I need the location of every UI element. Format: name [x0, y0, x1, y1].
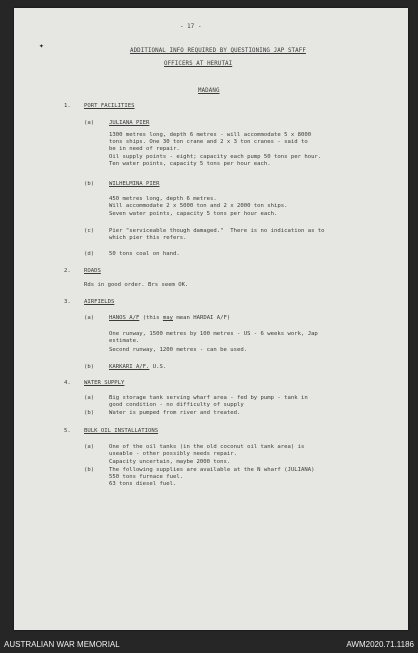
item-3a-name: HANOS A/F	[109, 315, 140, 321]
item-5b-label: (b)	[84, 467, 95, 473]
item-1a-line: tons ships. One 30 ton crane and 2 x 3 ton cranes - said to	[109, 139, 308, 145]
item-1d-text: 50 tons coal on hand.	[109, 251, 180, 257]
item-3b-title	[109, 364, 166, 371]
item-1a-heading: JULIANA PIER	[109, 120, 150, 126]
item-3a-note-may: may	[162, 315, 174, 321]
section-2-heading: ROADS	[84, 268, 101, 274]
document-page	[14, 8, 408, 630]
item-5b-line: 63 tons diesel fuel.	[109, 481, 177, 487]
item-5a-label: (a)	[84, 444, 95, 450]
item-4a-label: (a)	[84, 395, 95, 401]
item-1d-label: (d)	[84, 251, 95, 257]
item-4b-label: (b)	[84, 410, 95, 416]
item-3b-name: KARKARI A/F.	[109, 364, 150, 370]
page-number: - 17 -	[180, 24, 202, 30]
item-5b-line: The following supplies are available at the N wharf (JULIANA)	[109, 467, 315, 473]
item-3a-line: Second runway, 1200 metres - can be used.	[109, 347, 248, 353]
item-3a-line: estimate.	[109, 338, 140, 344]
item-5b-line: 550 tons furnace fuel.	[109, 474, 184, 480]
item-1a-line: Ten water points, capacity 5 tons per hour each.	[109, 161, 271, 167]
item-1a-line: Oil supply points - eight; capacity each pump 50 tons per hour.	[109, 154, 322, 160]
item-3a-note-post: mean HARDAI A/F)	[173, 315, 231, 321]
section-2-number: 2.	[64, 268, 71, 274]
item-5a-line: One of the oil tanks (in the old coconut oil tank area) is	[109, 444, 305, 450]
item-4a-line: good condition - no difficulty of supply	[109, 402, 244, 408]
section-2-text: Rds in good order. Brs seem OK.	[84, 282, 189, 288]
section-3-heading: AIRFIELDS	[84, 299, 115, 305]
footer-accession-number: AWM2020.71.1186	[346, 640, 414, 649]
ink-mark: ✦	[39, 41, 44, 50]
section-1-heading: PORT FACILITIES	[84, 103, 135, 109]
section-4-heading: WATER SUPPLY	[84, 380, 125, 386]
section-3-number: 3.	[64, 299, 71, 305]
document-title-line-1: ADDITIONAL INFO REQUIRED BY QUESTIONING JAP STAFF	[130, 48, 306, 54]
item-1b-line: Seven water points, capacity 5 tons per hour each.	[109, 211, 278, 217]
item-3a-title	[109, 315, 230, 322]
footer-bar	[0, 636, 418, 653]
item-1c-label: (c)	[84, 228, 95, 234]
item-1a-line: be in need of repair.	[109, 146, 180, 152]
footer-institution: AUSTRALIAN WAR MEMORIAL	[4, 640, 120, 649]
item-4a-line: Big storage tank serving wharf area - fed by pump - tank in	[109, 395, 308, 401]
item-1b-line: 450 metres long, depth 6 metres.	[109, 196, 217, 202]
item-1a-line: 1300 metres long, depth 6 metres - will accommodate 5 x 8000	[109, 132, 312, 138]
document-title-line-2: OFFICERS AT HERUTAI	[164, 61, 233, 67]
item-4b-text: Water is pumped from river and treated.	[109, 410, 241, 416]
item-1c-line: Pier "serviceable though damaged." There is no indication as to	[109, 228, 325, 234]
item-3a-note-pre: (this	[142, 315, 163, 321]
item-1c-line: which pier this refers.	[109, 235, 187, 241]
item-3a-label: (a)	[84, 315, 95, 321]
item-1b-label: (b)	[84, 181, 95, 187]
item-3b-label: (b)	[84, 364, 95, 370]
item-1a-label: (a)	[84, 120, 95, 126]
section-1-number: 1.	[64, 103, 71, 109]
item-1b-heading: WILHELMINA PIER	[109, 181, 160, 187]
item-5a-line: Capacity uncertain, maybe 2000 tons.	[109, 459, 231, 465]
section-4-number: 4.	[64, 380, 71, 386]
item-3b-text: U.S.	[152, 364, 167, 370]
section-5-number: 5.	[64, 428, 71, 434]
section-5-heading: BULK OIL INSTALLATIONS	[84, 428, 159, 434]
item-1b-line: Will accommodate 2 x 5000 ton and 2 x 2000 ton ships.	[109, 203, 288, 209]
item-5a-line: useable - other possibly needs repair.	[109, 451, 237, 457]
document-subtitle: MADANG	[198, 88, 220, 94]
item-3a-line: One runway, 1500 metres by 100 metres - US - 6 weeks work, Jap	[109, 331, 318, 337]
